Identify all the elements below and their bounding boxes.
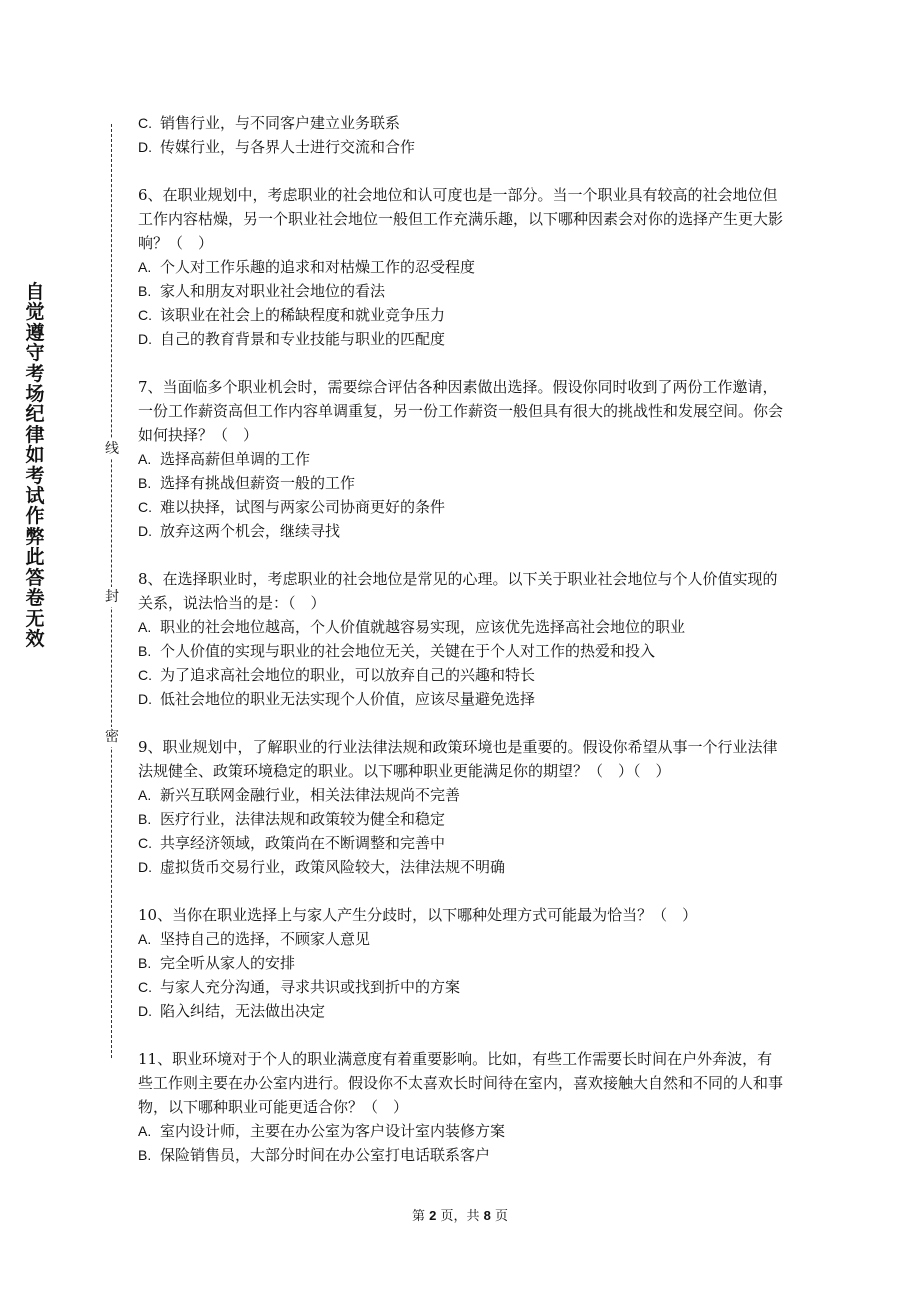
question-7 xyxy=(138,375,786,543)
question-6 xyxy=(138,183,786,351)
question-11 xyxy=(138,1047,786,1167)
option-c: C. 难以抉择，试图与两家公司协商更好的条件 xyxy=(138,498,446,516)
binding-label-line: 线 xyxy=(105,441,119,457)
option-c: C. 该职业在社会上的稀缺程度和就业竞争压力 xyxy=(138,306,446,324)
exam-discipline-notice: 自觉遵守考场纪律如考试作弊此答卷无效 xyxy=(25,281,45,650)
question-8 xyxy=(138,567,786,711)
question-stem: 7、当面临多个职业机会时，需要综合评估各种因素做出选择。假设你同时收到了两份工作邀请，一份工作薪资高但工作内容单调重复，另一份工作薪资一般但具有很大的挑战性和发展空间。你会如何抉择？（ ） xyxy=(138,378,784,444)
option-d: D. 传媒行业，与各界人士进行交流和合作 xyxy=(138,138,416,156)
binding-label-secret: 密 xyxy=(105,729,119,745)
option-c: C. 共享经济领域，政策尚在不断调整和完善中 xyxy=(138,834,446,852)
page-footer: 第 2 页，共 8 页 xyxy=(411,1208,509,1224)
option-d: D. 放弃这两个机会，继续寻找 xyxy=(138,522,341,540)
option-a: A. 坚持自己的选择，不顾家人意见 xyxy=(138,930,371,948)
option-c: C. 为了追求高社会地位的职业，可以放弃自己的兴趣和特长 xyxy=(138,666,536,684)
question-stem: 8、在选择职业时，考虑职业的社会地位是常见的心理。以下关于职业社会地位与个人价值实现的关系，说法恰当的是：（ ） xyxy=(138,570,778,612)
question-10 xyxy=(138,903,786,1023)
question-stem: 11、职业环境对于个人的职业满意度有着重要影响。比如，有些工作需要长时间在户外奔波，有些工作则主要在办公室内进行。假设你不太喜欢长时间待在室内，喜欢接触大自然和不同的人和事物，以下哪种职业可能更适合你？（ ） xyxy=(138,1050,784,1116)
option-b: B. 家人和朋友对职业社会地位的看法 xyxy=(138,282,386,300)
option-b: B. 个人价值的实现与职业的社会地位无关，关键在于个人对工作的热爱和投入 xyxy=(138,642,656,660)
option-a: A. 职业的社会地位越高，个人价值就越容易实现，应该优先选择高社会地位的职业 xyxy=(138,618,686,636)
question-content xyxy=(138,111,786,1191)
option-d: D. 低社会地位的职业无法实现个人价值，应该尽量避免选择 xyxy=(138,690,536,708)
option-a: A. 新兴互联网金融行业，相关法律法规尚不完善 xyxy=(138,786,461,804)
option-b: B. 保险销售员，大部分时间在办公室打电话联系客户 xyxy=(138,1146,491,1164)
option-b: B. 医疗行业，法律法规和政策较为健全和稳定 xyxy=(138,810,446,828)
question-stem: 10、当你在职业选择上与家人产生分歧时，以下哪种处理方式可能最为恰当？（ ） xyxy=(138,906,698,924)
option-d: D. 虚拟货币交易行业，政策风险较大，法律法规不明确 xyxy=(138,858,506,876)
option-a: A. 个人对工作乐趣的追求和对枯燥工作的忍受程度 xyxy=(138,258,476,276)
current-page-number: 2 xyxy=(429,1208,437,1223)
option-a: A. 室内设计师，主要在办公室为客户设计室内装修方案 xyxy=(138,1122,506,1140)
option-b: B. 选择有挑战但薪资一般的工作 xyxy=(138,474,356,492)
question-stem: 6、在职业规划中，考虑职业的社会地位和认可度也是一部分。当一个职业具有较高的社会地位但工作内容枯燥，另一个职业社会地位一般但工作充满乐趣，以下哪种因素会对你的选择产生更大影响？（ ） xyxy=(138,186,784,252)
binding-label-seal: 封 xyxy=(105,589,119,605)
question-5-continuation xyxy=(138,111,786,159)
option-b: B. 完全听从家人的安排 xyxy=(138,954,296,972)
option-d: D. 自己的教育背景和专业技能与职业的匹配度 xyxy=(138,330,446,348)
option-d: D. 陷入纠结，无法做出决定 xyxy=(138,1002,326,1020)
total-page-number: 8 xyxy=(483,1208,491,1223)
option-c: C. 与家人充分沟通，寻求共识或找到折中的方案 xyxy=(138,978,461,996)
option-c: C. 销售行业，与不同客户建立业务联系 xyxy=(138,114,401,132)
option-a: A. 选择高薪但单调的工作 xyxy=(138,450,311,468)
question-9 xyxy=(138,735,786,879)
question-stem: 9、职业规划中，了解职业的行业法律法规和政策环境也是重要的。假设你希望从事一个行业法律法规健全、政策环境稳定的职业。以下哪种职业更能满足你的期望？（ ）（ ） xyxy=(138,738,778,780)
